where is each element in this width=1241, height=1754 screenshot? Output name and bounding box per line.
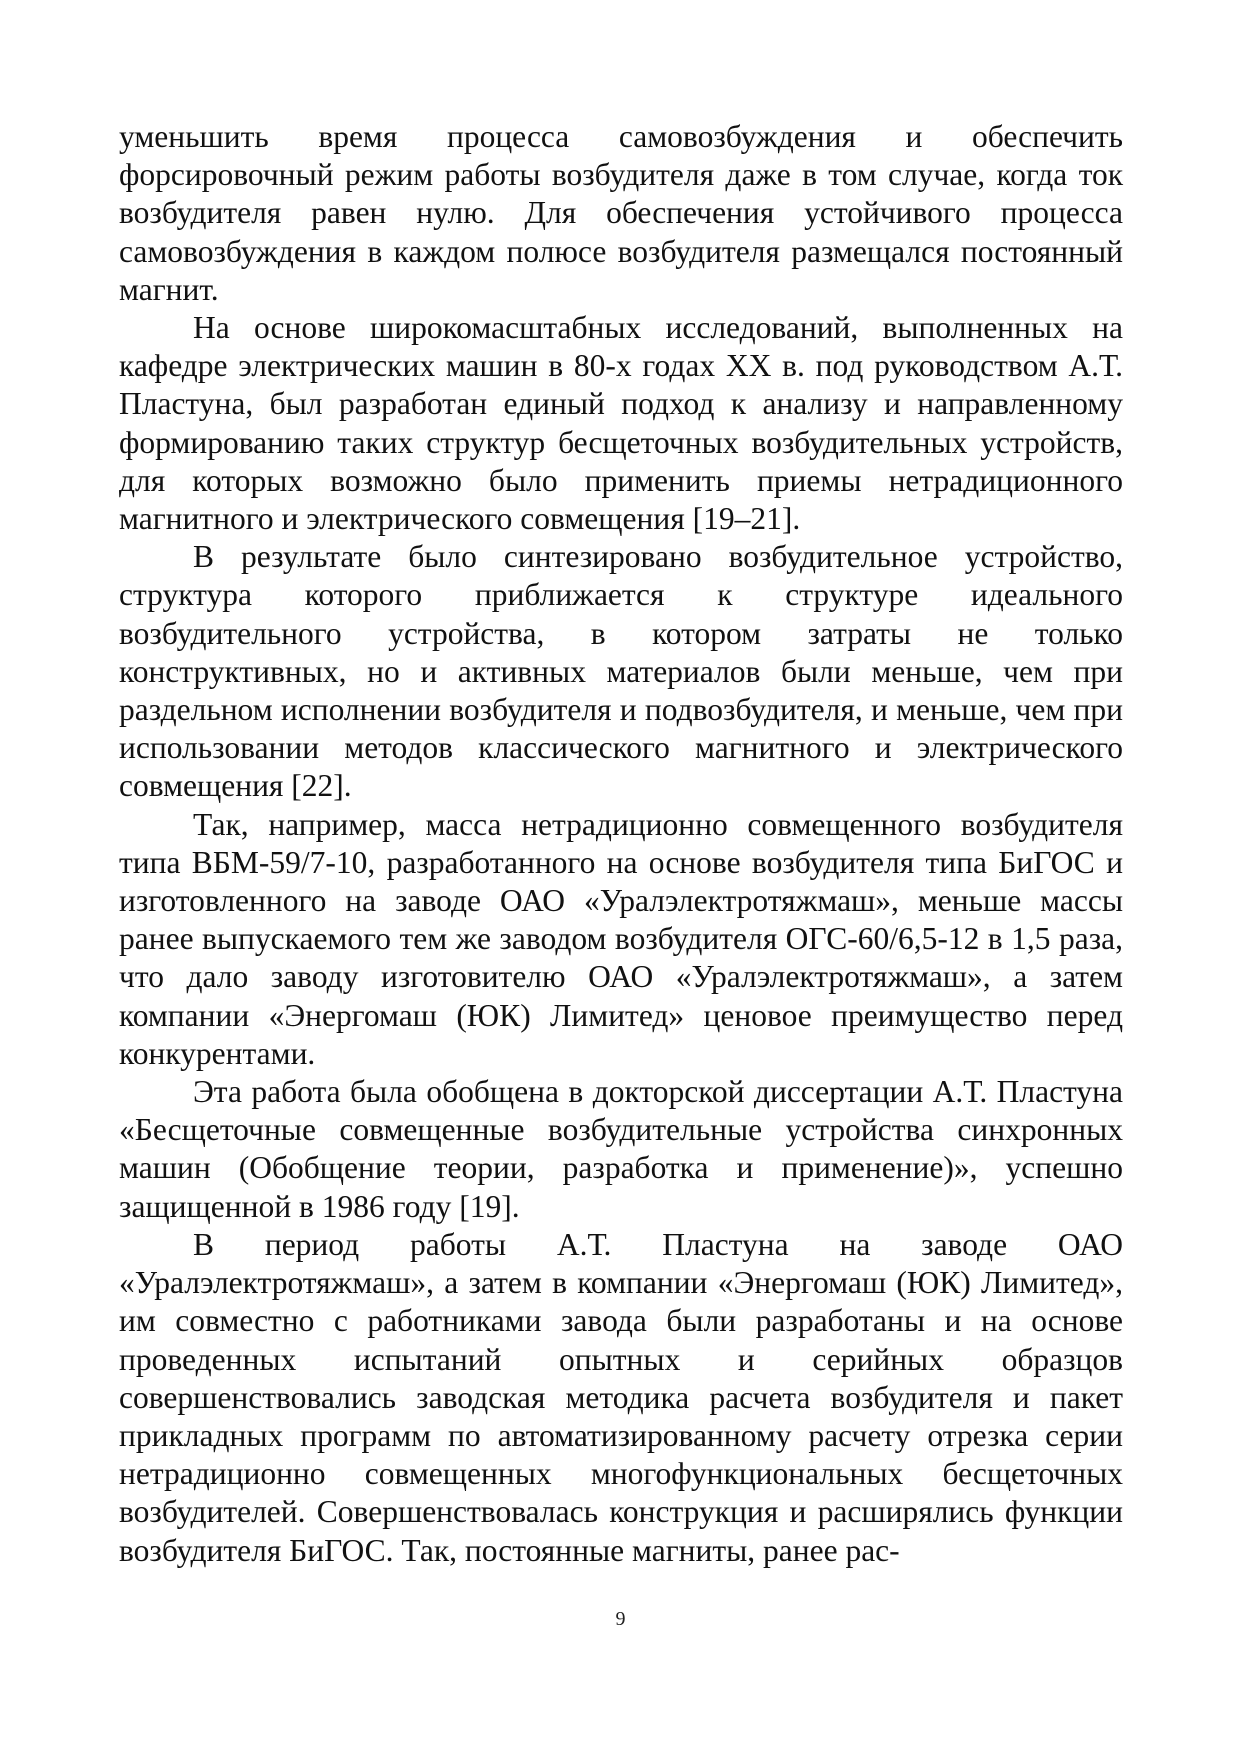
paragraph-continuation: уменьшить время процесса самовозбуждения и обеспечить форсировочный режим работы возбудителя даже в том случае, когда ток возбудителя равен нулю. Для обеспечения устойчивого процесса самовозбуждения в каждом полюсе возбудителя размещался постоянный магнит. [119, 119, 1123, 307]
paragraph-dissertation: Эта работа была обобщена в докторской диссертации А.Т. Пластуна «Бесщеточные совмещенные возбудительные устройства синхронных машин (Обобщение теории, разработка и применение)», успешно защищенной в 1986 году [19]. [119, 1074, 1123, 1224]
body-text [119, 118, 1123, 1570]
paragraph-mass-example: Так, например, масса нетрадиционно совмещенного возбудителя типа ВБМ-59/7-10, разработанного на основе возбудителя типа БиГОС и изготовленного на заводе ОАО «Уралэлектротяжмаш», меньше массы ранее выпускаемого тем же заводом возбудителя ОГС-60/6,5-12 в 1,5 раза, что дало заводу изготовителю ОАО «Уралэлектротяжмаш», а затем компании «Энергомаш (ЮК) Лимитед» ценовое преимущество перед конкурентами. [119, 806, 1123, 1071]
paragraph-factory-work: В период работы А.Т. Пластуна на заводе ОАО «Уралэлектротяжмаш», а затем в компании «Энергомаш (ЮК) Лимитед», им совместно с работниками завода были разработаны и на основе проведенных испытаний опытных и серийных образцов совершенствовались заводская методика расчета возбудителя и пакет прикладных программ по автоматизированному расчету отрезка серии нетрадиционно совмещенных многофункциональных бесщеточных возбудителей. Совершенствовалась конструкция и расширялись функции возбудителя БиГОС. Так, постоянные магниты, ранее рас- [119, 1226, 1123, 1568]
page-number: 9 [615, 1608, 626, 1630]
paragraph-synthesized-device: В результате было синтезировано возбудительное устройство, структура которого приближается к структуре идеального возбудительного устройства, в котором затраты не только конструктивных, но и активных материалов были меньше, чем при раздельном исполнении возбудителя и подвозбудителя, и меньше, чем при использовании методов классического магнитного и электрического совмещения [22]. [119, 539, 1123, 804]
paragraph-research-approach: На основе широкомасштабных исследований, выполненных на кафедре электрических машин в 80-х годах XX в. под руководством А.Т. Пластуна, был разработан единый подход к анализу и направленному формированию таких структур бесщеточных возбудительных устройств, для которых возможно было применить приемы нетрадиционного магнитного и электрического совмещения [19–21]. [119, 310, 1123, 537]
